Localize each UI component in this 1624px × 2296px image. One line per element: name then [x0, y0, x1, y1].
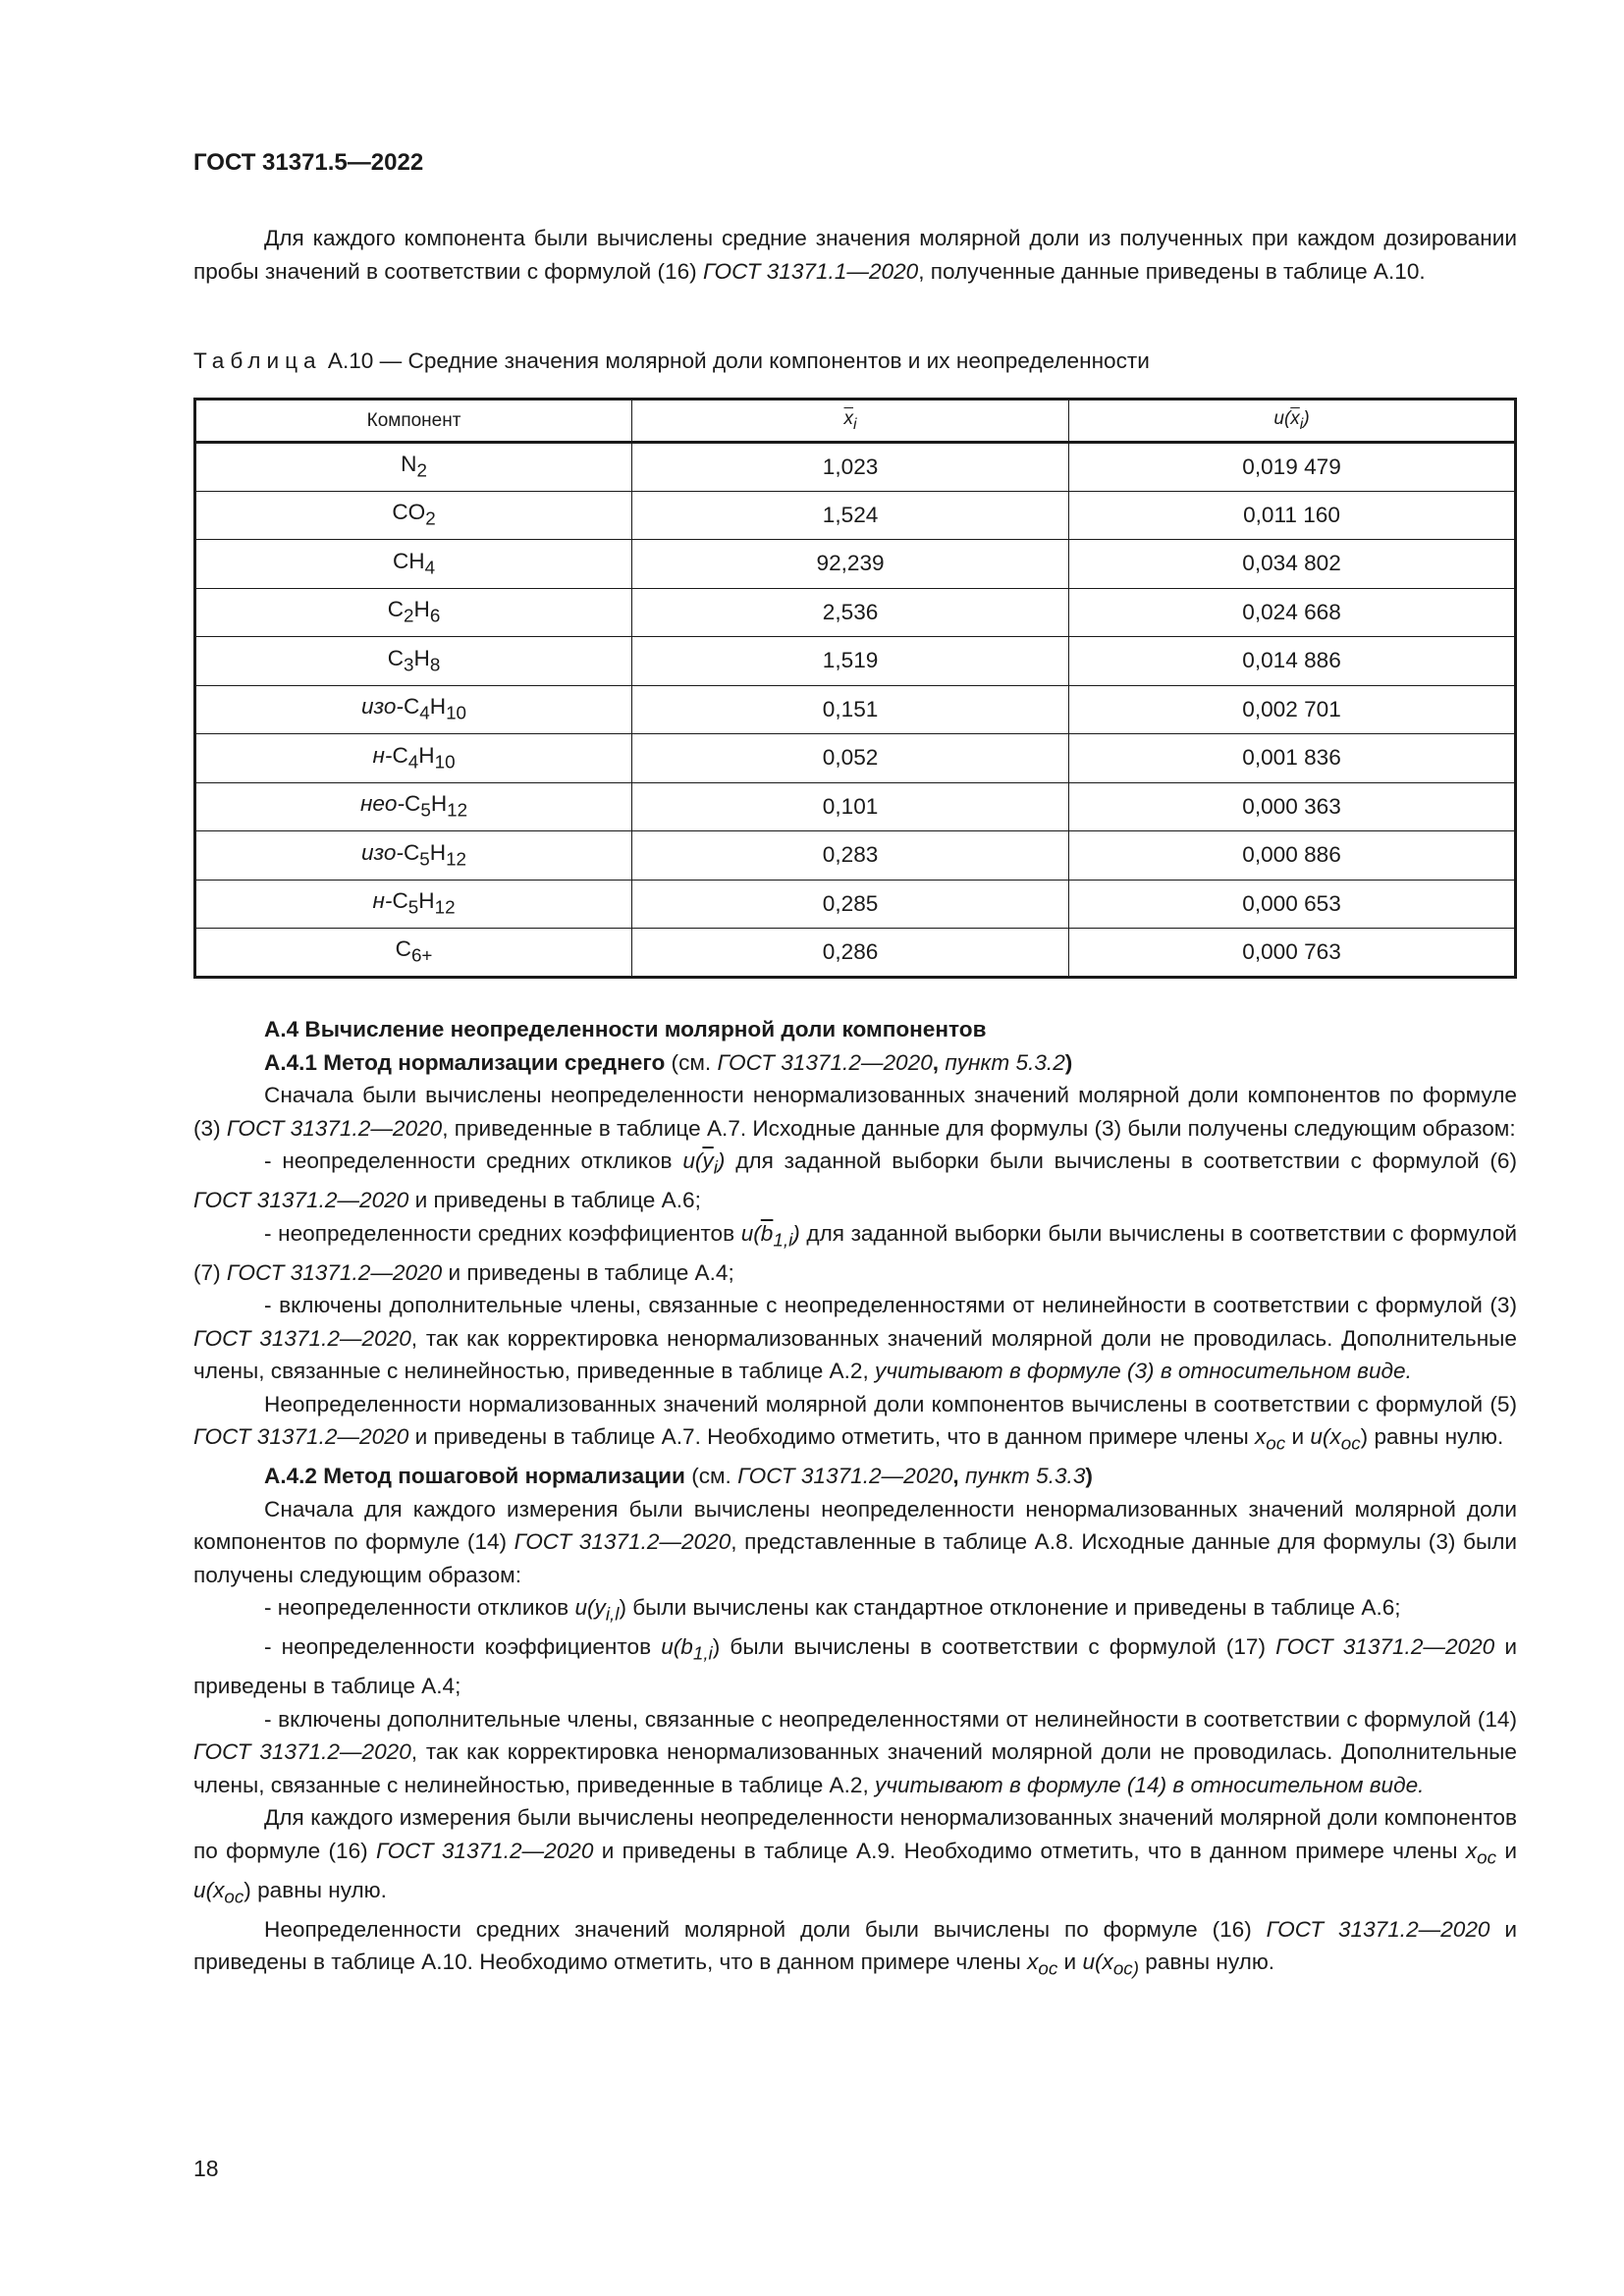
- section-a41-title: А.4.1 Метод нормализации среднего (см. ГОСТ 31371.2—2020, пункт 5.3.2): [264, 1049, 1073, 1075]
- component-cell: изо-$C_4H_{10}$: [195, 685, 632, 734]
- component-cell: нео-$C_5H_{12}$: [195, 782, 632, 831]
- mean-cell: 1,524: [632, 491, 1069, 540]
- component-cell: $N_2$: [195, 443, 632, 492]
- section-a4-title: А.4 Вычисление неопределенности молярной доли компонентов: [264, 1017, 987, 1041]
- list-item: - неопределенности коэффициентов $u(b_{1,i})$ были вычислены в соответствии с формулой (17) ГОСТ 31371.2—2020 и приведены в таблице А.4;: [193, 1634, 1517, 1699]
- table-row: [195, 443, 1516, 492]
- table-row: [195, 637, 1516, 686]
- component-cell: $н-C_5H_{12}$: [195, 880, 632, 929]
- table-header-row: [195, 400, 1516, 443]
- table-row: [195, 685, 1516, 734]
- uncertainty-cell: 0,000 363: [1069, 782, 1516, 831]
- mean-cell: 2,536: [632, 588, 1069, 637]
- mean-cell: 92,239: [632, 540, 1069, 589]
- header-mean: $\overline{x}_i$: [632, 400, 1069, 443]
- table-row: [195, 734, 1516, 783]
- mean-cell: 0,151: [632, 685, 1069, 734]
- uncertainty-cell: 0,002 701: [1069, 685, 1516, 734]
- intro-paragraph: Для каждого компонента были вычислены средние значения молярной доли из полученных при каждом дозировании пробы значений в соответствии с формулой (16) ГОСТ 31371.1—2020, полученные данные приведены в таблице А.10.: [193, 226, 1517, 284]
- component-cell: $CH_4$: [195, 540, 632, 589]
- uncertainty-cell: 0,024 668: [1069, 588, 1516, 637]
- mean-cell: 1,023: [632, 443, 1069, 492]
- table-row: [195, 782, 1516, 831]
- component-cell: $C_{6+}$: [195, 929, 632, 978]
- table-row: [195, 831, 1516, 881]
- section-a4: А.4 Вычисление неопределенности молярной доли компонентов А.4.1 Метод нормализации среднего (см. ГОСТ 31371.2—2020, пункт 5.3.2) Сначала были вычислены неопределенности ненормализованных значений молярной доли компонентов по формуле (3) ГОСТ 31371.2—2020, приведенные в таблице А.7. Исходные данные для формулы (3) были получены следующим образом: - неопределенности средних откликов $u(\overline{y}_i)$ для заданной выборки были вычислены в соответствии с формулой (6) ГОСТ 31371.2—2020 и приведены в таблице А.6; - неопределенности средних коэффициентов $u(\overline{b}_{1,i})$ для заданной выборки были вычислены в соответствии с формулой (7) ГОСТ 31371.2—2020 и приведены в таблице А.4; - включены дополнительные члены, связанные с неопределенностями от нелинейности в соответствии с формулой (3) ГОСТ 31371.2—2020, так как корректировка ненормализованных значений молярной доли не проводилась. Дополнительные члены, связанные с нелинейностью, приведенные в таблице А.2, учитывают в формуле (3) в относительном виде. Неопределенности нормализованных значений молярной доли компонентов вычислены в соответствии с формулой (5) ГОСТ 31371.2—2020 и приведены в таблице А.7. Необходимо отметить, что в данном примере члены $x_{oc}$ и $u(x_{oc})$ равны нулю. А.4.2 Метод пошаговой нормализации (см. ГОСТ 31371.2—2020, пункт 5.3.3) Сначала для каждого измерения были вычислены неопределенности ненормализованных значений молярной доли компонентов по формуле (14) ГОСТ 31371.2—2020, представленные в таблице А.8. Исходные данные для формулы (3) были получены следующим образом: - неопределенности откликов $u(y_{i,l})$ были вычислены как стандартное отклонение и приведены в таблице А.6; - неопределенности коэффициентов $u(b_{1,i})$ были вычислены в соответствии с формулой (17) ГОСТ 31371.2—2020 и приведены в таблице А.4; - включены дополнительные члены, связанные с неопределенностями от нелинейности в соответствии с формулой (14) ГОСТ 31371.2—2020, так как корректировка ненормализованных значений молярной доли не проводилась. Дополнительные члены, связанные с нелинейностью, приведенные в таблице А.2, учитывают в формуле (14) в относительном виде. Для каждого измерения были вычислены неопределенности ненормализованных значений молярной доли компонентов по формуле (16) ГОСТ 31371.2—2020 и приведены в таблице А.9. Необходимо отметить, что в данном примере члены $x_{oc}$ и $u(x_{oc})$ равны нулю. Неопределенности средних значений молярной доли были вычислены по формуле (16) ГОСТ 31371.2—2020 и приведены в таблице А.10. Необходимо отметить, что в данном примере члены $x_{oc}$ и $u(x_{oc)}$ равны нулю.: [193, 1013, 1517, 1985]
- table-row: [195, 880, 1516, 929]
- list-item: - неопределенности средних откликов $u(\overline{y}_i)$ для заданной выборки были вычислены в соответствии с формулой (6) ГОСТ 31371.2—2020 и приведены в таблице А.6;: [193, 1148, 1517, 1213]
- table-caption: Таблица А.10 — Средние значения молярной доли компонентов и их неопределенности: [193, 348, 1150, 373]
- section-a42-title: А.4.2 Метод пошаговой нормализации (см. ГОСТ 31371.2—2020, пункт 5.3.3): [264, 1464, 1093, 1489]
- uncertainty-cell: 0,034 802: [1069, 540, 1516, 589]
- component-cell: $н-C_4H_{10}$: [195, 734, 632, 783]
- uncertainty-cell: 0,000 763: [1069, 929, 1516, 978]
- uncertainty-cell: 0,014 886: [1069, 637, 1516, 686]
- uncertainty-cell: 0,001 836: [1069, 734, 1516, 783]
- table-row: [195, 491, 1516, 540]
- table-row: [195, 929, 1516, 978]
- list-item: - неопределенности средних коэффициентов $u(\overline{b}_{1,i})$ для заданной выборки были вычислены в соответствии с формулой (7) ГОСТ 31371.2—2020 и приведены в таблице А.4;: [193, 1220, 1518, 1285]
- standard-code: ГОСТ 31371.5—2022: [193, 149, 424, 176]
- component-cell: $C_2H_6$: [195, 588, 632, 637]
- component-cell: $C_3H_8$: [195, 637, 632, 686]
- uncertainty-cell: 0,019 479: [1069, 443, 1516, 492]
- mean-cell: 1,519: [632, 637, 1069, 686]
- list-item: - включены дополнительные члены, связанные с неопределенностями от нелинейности в соответствии с формулой (14) ГОСТ 31371.2—2020, так как корректировка ненормализованных значений молярной доли не проводилась. Дополнительные члены, связанные с нелинейностью, приведенные в таблице А.2, учитывают в формуле (14) в относительном виде.: [193, 1706, 1517, 1797]
- table-row: [195, 588, 1516, 637]
- mole-fraction-table: [193, 398, 1517, 979]
- uncertainty-cell: 0,000 653: [1069, 880, 1516, 929]
- mean-cell: 0,101: [632, 782, 1069, 831]
- list-item: - неопределенности откликов $u(y_{i,l})$ были вычислены как стандартное отклонение и приведены в таблице А.6;: [264, 1595, 1401, 1625]
- header-component: Компонент: [195, 400, 632, 443]
- mean-cell: 0,285: [632, 880, 1069, 929]
- component-cell: изо-$C_5H_{12}$: [195, 831, 632, 881]
- table-row: [195, 540, 1516, 589]
- component-cell: $CO_2$: [195, 491, 632, 540]
- mean-cell: 0,052: [632, 734, 1069, 783]
- mean-cell: 0,286: [632, 929, 1069, 978]
- uncertainty-cell: 0,000 886: [1069, 831, 1516, 881]
- page-number: 18: [193, 2156, 219, 2181]
- uncertainty-cell: 0,011 160: [1069, 491, 1516, 540]
- mean-cell: 0,283: [632, 831, 1069, 881]
- header-uncertainty: $u(\overline{x}_i)$: [1069, 400, 1516, 443]
- list-item: - включены дополнительные члены, связанные с неопределенностями от нелинейности в соответствии с формулой (3) ГОСТ 31371.2—2020, так как корректировка ненормализованных значений молярной доли не проводилась. Дополнительные члены, связанные с нелинейностью, приведенные в таблице А.2, учитывают в формуле (3) в относительном виде.: [193, 1293, 1517, 1384]
